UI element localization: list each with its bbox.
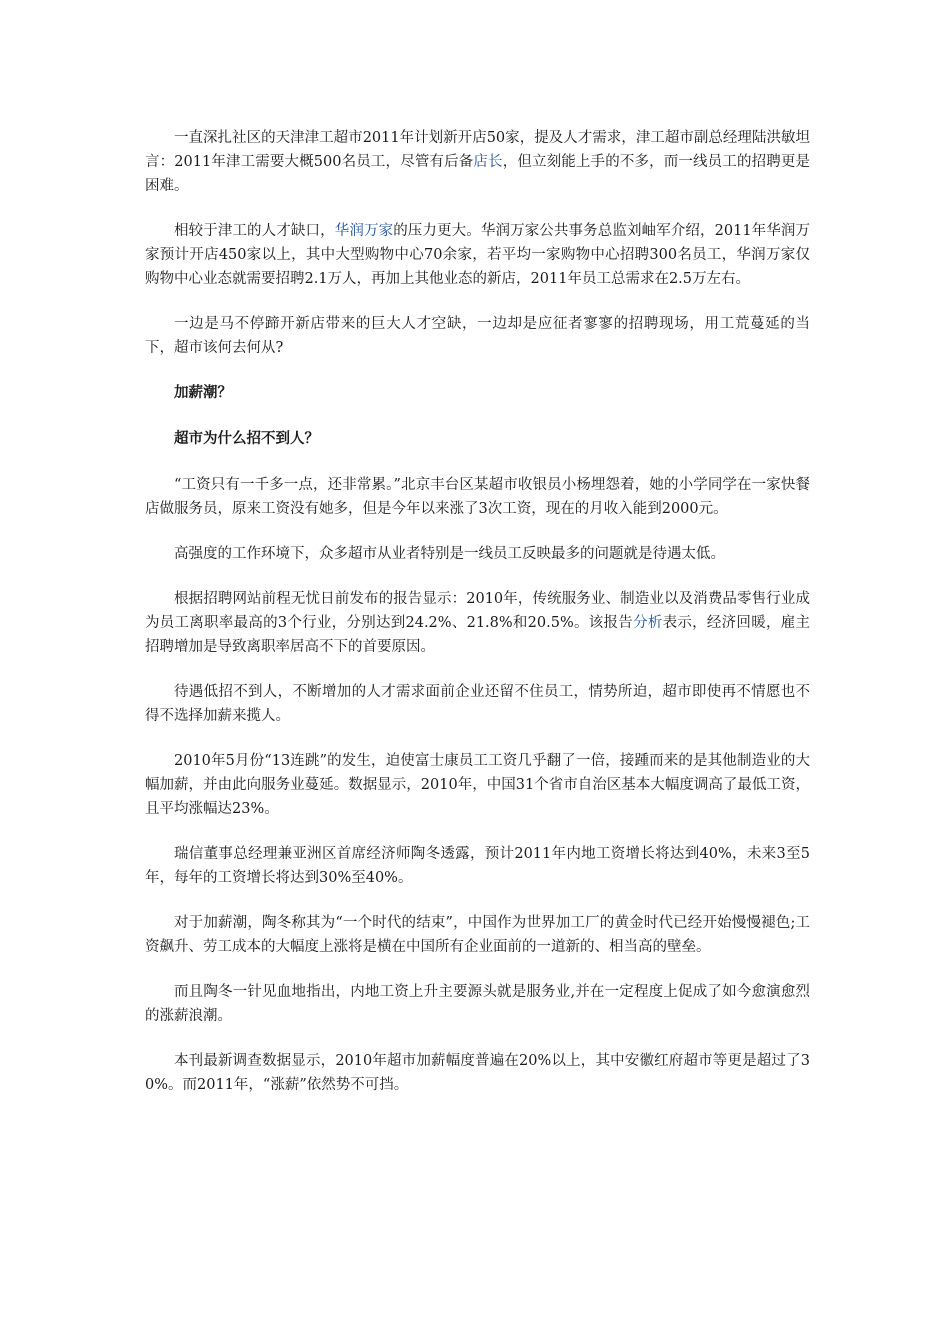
body-paragraph bbox=[145, 312, 810, 360]
text-segment: 待遇低招不到人，不断增加的人才需求面前企业还留不住员工，情势所迫，超市即使再不情愿也不得不选择加薪来揽人。 bbox=[145, 684, 810, 724]
text-segment: 根据招聘网站前程无忧日前发布的报告显示：2010年，传统服务业、制造业以及消费品零售行业成为员工离职率最高的3个行业，分别达到24.2%、21.8%和20.5%。该报告 bbox=[145, 591, 810, 631]
text-segment: 对于加薪潮，陶冬称其为“一个时代的结束”，中国作为世界加工厂的黄金时代已经开始慢慢褪色;工资飙升、劳工成本的大幅度上涨将是横在中国所有企业面前的一道新的、相当高的壁垒。 bbox=[145, 915, 810, 955]
section-heading bbox=[145, 427, 810, 451]
body-paragraph bbox=[145, 911, 810, 959]
inline-link[interactable]: 分析 bbox=[633, 615, 663, 631]
text-segment: 而且陶冬一针见血地指出，内地工资上升主要源头就是服务业,并在一定程度上促成了如今愈演愈烈的涨薪浪潮。 bbox=[145, 984, 810, 1024]
body-paragraph bbox=[145, 126, 810, 198]
body-paragraph bbox=[145, 680, 810, 728]
document-body bbox=[145, 126, 810, 1118]
text-segment: 本刊最新调查数据显示，2010年超市加薪幅度普遍在20%以上，其中安徽红府超市等更是超过了30%。而2011年，“涨薪”依然势不可挡。 bbox=[145, 1053, 810, 1093]
body-paragraph bbox=[145, 842, 810, 890]
body-paragraph bbox=[145, 587, 810, 659]
text-segment: 相较于津工的人才缺口， bbox=[174, 223, 335, 239]
text-segment: 瑞信董事总经理兼亚洲区首席经济师陶冬透露，预计2011年内地工资增长将达到40%，未来3至5年，每年的工资增长将达到30%至40%。 bbox=[145, 846, 810, 886]
body-paragraph bbox=[145, 980, 810, 1028]
text-segment: ，但立刻能上手的不多，而一线员工的招聘更是困难。 bbox=[145, 154, 811, 194]
text-segment: “工资只有一千多一点，还非常累。”北京丰台区某超市收银员小杨埋怨着，她的小学同学在一家快餐店做服务员，原来工资没有她多，但是今年以来涨了3次工资，现在的月收入能到2000元。 bbox=[145, 477, 810, 517]
body-paragraph bbox=[145, 473, 810, 521]
body-paragraph bbox=[145, 1049, 810, 1097]
text-segment: 超市为什么招不到人？ bbox=[174, 430, 319, 447]
body-paragraph bbox=[145, 219, 810, 291]
text-segment: 的压力更大。华润万家公共事务总监刘岫军介绍，2011年华润万家预计开店450家以上，其中大型购物中心70余家，若平均一家购物中心招聘300名员工，华润万家仅购物中心业态就需要招聘2.1万人，再加上其他业态的新店，2011年员工总需求在2.5万左右。 bbox=[145, 223, 810, 287]
text-segment: 一直深扎社区的天津津工超市2011年计划新开店50家，提及人才需求，津工超市副总经理陆洪敏坦言：2011年津工需要大概500名员工，尽管有后备 bbox=[145, 130, 810, 170]
text-segment: 加薪潮？ bbox=[174, 384, 232, 401]
section-heading bbox=[145, 381, 810, 405]
body-paragraph bbox=[145, 749, 810, 821]
text-segment: 一边是马不停蹄开新店带来的巨大人才空缺，一边却是应征者寥寥的招聘现场，用工荒蔓延的当下，超市该何去何从? bbox=[145, 316, 810, 356]
text-segment: 2010年5月份“13连跳”的发生，迫使富士康员工工资几乎翻了一倍，接踵而来的是其他制造业的大幅加薪，并由此向服务业蔓延。数据显示，2010年，中国31个省市自治区基本大幅度调高了最低工资，且平均涨幅达23%。 bbox=[145, 753, 810, 817]
inline-link[interactable]: 店长 bbox=[473, 154, 503, 170]
body-paragraph bbox=[145, 542, 810, 566]
text-segment: 表示，经济回暖，雇主招聘增加是导致离职率居高不下的首要原因。 bbox=[145, 615, 810, 655]
text-segment: 高强度的工作环境下，众多超市从业者特别是一线员工反映最多的问题就是待遇太低。 bbox=[174, 546, 725, 562]
inline-link[interactable]: 华润万家 bbox=[334, 223, 394, 239]
